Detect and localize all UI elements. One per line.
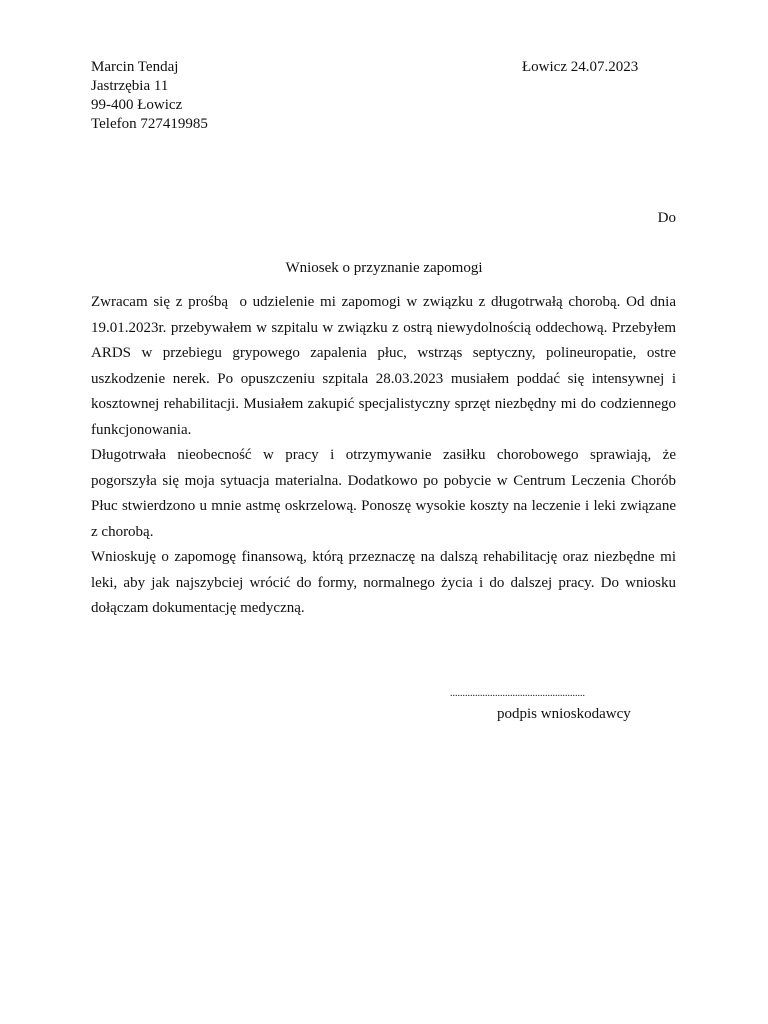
recipient-line: Do <box>657 210 676 226</box>
signature-dotted-line: ...................................................... <box>450 688 585 699</box>
signature-block <box>450 687 660 722</box>
sender-name: Marcin Tendaj <box>91 59 179 75</box>
letter-body <box>91 290 680 622</box>
sender-street: Jastrzębia 11 <box>91 78 169 94</box>
body-paragraph-3: Wnioskuję o zapomogę finansową, którą przeznaczę na dalszą rehabilitację oraz niezbędne mi leki, aby jak najszybciej wrócić do formy, normalnego życia i do dalszej pracy. Do wniosku dołączam dokumentację medyczną. <box>91 549 680 616</box>
body-paragraph-2: Długotrwała nieobecność w pracy i otrzymywanie zasiłku chorobowego sprawiają, że pogorszyła się moja sytuacja materialna. Dodatkowo po pobycie w Centrum Leczenia Chorób Płuc stwierdzono u mnie astmę oskrzelową. Ponoszę wysokie koszty na leczenie i leki związane z chorobą. <box>91 447 680 540</box>
sender-phone: Telefon 727419985 <box>91 116 208 132</box>
place-and-date: Łowicz 24.07.2023 <box>522 59 639 75</box>
body-paragraph-1: Zwracam się z prośbą o udzielenie mi zapomogi w związku z długotrwałą chorobą. Od dnia 19.01.2023r. przebywałem w szpitalu w związku z ostrą niewydolnością oddechową. Przebyłem ARDS w przebiegu grypowego zapalenia płuc, wstrząs septyczny, polineuropatie, ostre uszkodzenie nerek. Po opuszczeniu szpitala 28.03.2023 musiałem poddać się intensywnej i kosztownej rehabilitacji. Musiałem zakupić specjalistyczny sprzęt niezbędny mi do codziennego funkcjonowania. <box>91 294 680 438</box>
signature-caption: podpis wnioskodawcy <box>497 706 631 722</box>
document-title: Wniosek o przyznanie zapomogi <box>285 260 483 276</box>
sender-city: 99-400 Łowicz <box>91 97 183 113</box>
sender-address-block <box>91 58 208 134</box>
